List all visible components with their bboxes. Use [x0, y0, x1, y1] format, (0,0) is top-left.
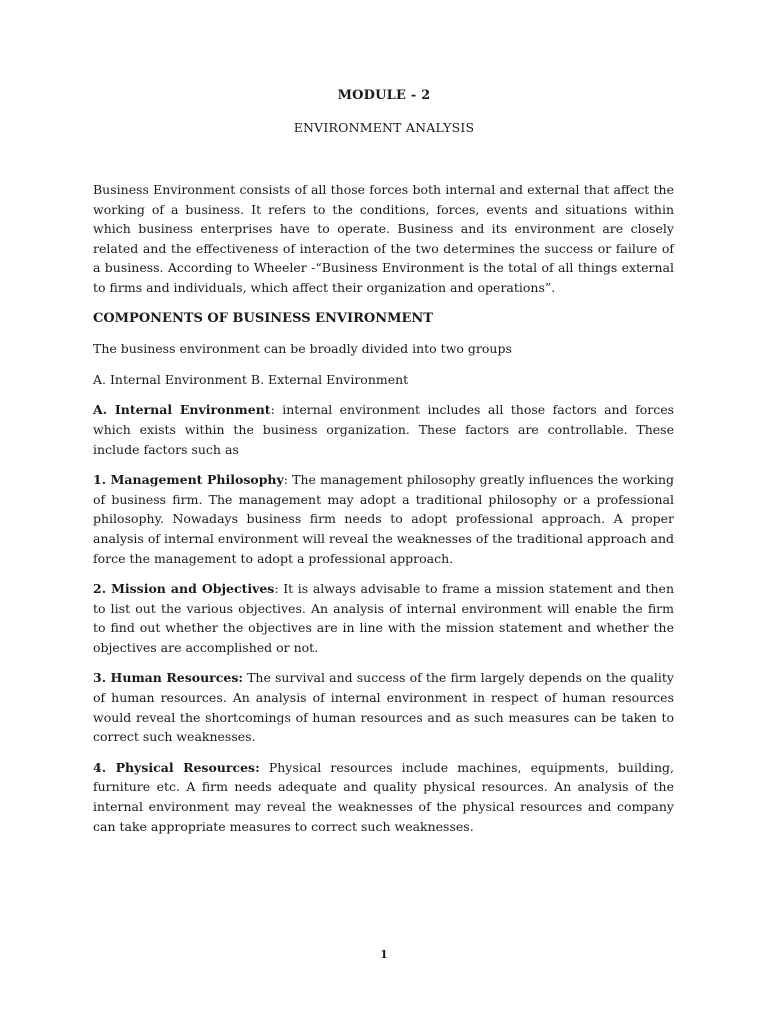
factor-label: 1. Management Philosophy	[93, 472, 284, 488]
internal-environment-label: A. Internal Environment	[93, 402, 271, 418]
factor-paragraph-human-resources	[93, 668, 674, 746]
factor-paragraph-management-philosophy	[93, 470, 674, 568]
factor-text: The survival and success of the firm largely depends on the quality of human resources. An analysis of internal environment in respect of human resources would reveal the shortcomings of human resources and as such measures can be taken to correct such weaknesses.	[93, 670, 674, 745]
factor-label: 4. Physical Resources:	[93, 759, 260, 775]
groups-intro-paragraph: The business environment can be broadly divided into two groups	[93, 341, 512, 357]
factor-text: Physical resources include machines, equipments, building, furniture etc. A firm needs adequate and quality physical resources. An analysis of the internal environment may reveal the weaknesses of the physical resources and company can take appropriate measures to correct such weaknesses.	[93, 759, 674, 834]
factor-text: : It is always advisable to frame a mission statement and then to list out the various objectives. An analysis of internal environment will enable the firm to find out whether the objectives are in line with the mission statement and whether the objectives are accomplished or not.	[93, 581, 674, 655]
factor-paragraph-physical-resources	[93, 758, 674, 836]
module-heading: MODULE - 2	[337, 88, 431, 103]
groups-list-paragraph: A. Internal Environment B. External Environment	[93, 371, 409, 387]
page-number: 1	[380, 948, 388, 961]
factor-paragraph-mission-objectives	[93, 579, 674, 657]
intro-paragraph: Business Environment consists of all those forces both internal and external that affect the working of a business. It refers to the conditions, forces, events and situations within which business enterprises have to operate. Business and its environment are closely related and the effectiveness of interaction of the two determines the success or failure of a business. According to Wheeler -“Business Environment is the total of all things external to firms and individuals, which affect their organization and operations”.	[93, 182, 674, 295]
internal-environment-paragraph	[93, 400, 674, 459]
components-heading: COMPONENTS OF BUSINESS ENVIRONMENT	[93, 310, 433, 326]
factor-label: 2. Mission and Objectives	[93, 581, 275, 597]
factor-text: : The management philosophy greatly influences the working of business firm. The management may adopt a traditional philosophy or a professional philosophy. Nowadays business firm needs to adopt professional approach. A proper analysis of internal environment will reveal the weaknesses of the traditional approach and force the management to adopt a professional approach.	[93, 472, 674, 566]
factor-label: 3. Human Resources:	[93, 670, 243, 686]
document-body	[93, 180, 674, 847]
internal-environment-text: : internal environment includes all those factors and forces which exists within the business organization. These factors are controllable. These include factors such as	[93, 402, 675, 457]
document-title: ENVIRONMENT ANALYSIS	[293, 120, 475, 135]
